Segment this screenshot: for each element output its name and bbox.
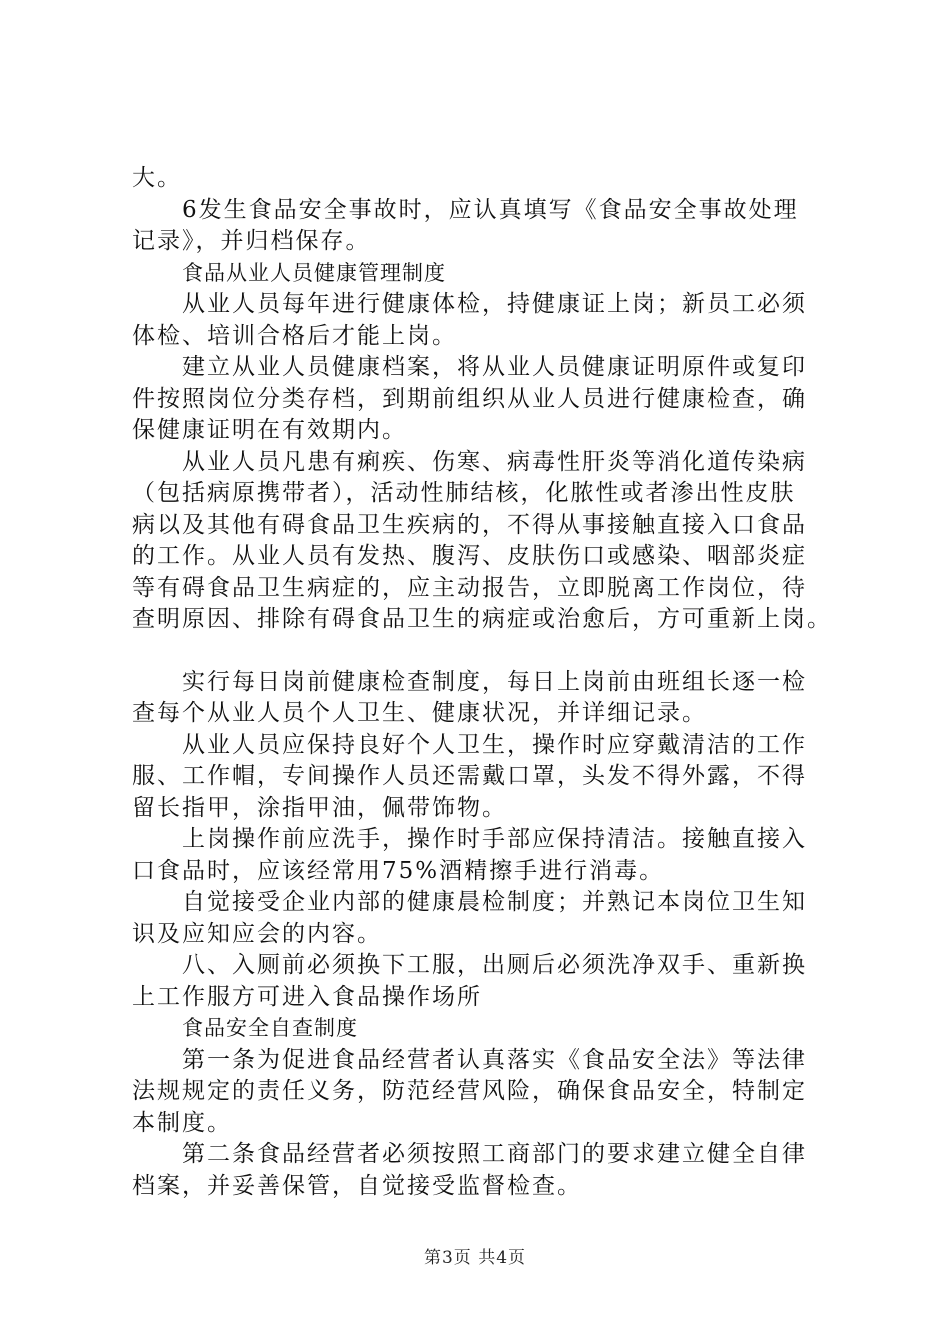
text-line: 自觉接受企业内部的健康晨检制度；并熟记本岗位卫生知 — [182, 889, 807, 915]
text-line: 本制度。 — [132, 1109, 232, 1136]
text-line: 记录》，并归档保存。 — [132, 228, 371, 254]
text-line: 八、入厕前必须换下工服，出厕后必须洗净双手、重新换 — [182, 952, 807, 978]
section-heading: 食品从业人员健康管理制度 — [182, 260, 446, 285]
text-line: 体检、培训合格后才能上岗。 — [132, 322, 457, 349]
text-line: 病以及其他有碍食品卫生疾病的，不得从事接触直接入口食品 — [132, 511, 807, 538]
text-line: 查明原因、排除有碍食品卫生的病症或治愈后，方可重新上岗。 — [132, 606, 832, 632]
text-line: 等有碍食品卫生病症的，应主动报告，立即脱离工作岗位，待 — [132, 574, 807, 601]
paragraph-gap — [132, 636, 850, 667]
section-heading: 食品安全自查制度 — [182, 1016, 358, 1040]
text-line: 留长指甲，涂指甲油，佩带饰物。 — [132, 794, 507, 821]
text-line: （包括病原携带者），活动性肺结核，化脓性或者渗出性皮肤 — [132, 480, 796, 506]
text-line: 6发生食品安全事故时，应认真填写《食品安全事故处理 — [182, 196, 799, 223]
text-line: 的工作。从业人员有发热、腹泻、皮肤伤口或感染、咽部炎症 — [132, 543, 807, 569]
text-line: 第二条食品经营者必须按照工商部门的要求建立健全自律 — [182, 1141, 807, 1167]
text-line: 从业人员每年进行健康体检，持健康证上岗；新员工必须 — [182, 291, 807, 317]
text-line: 查每个从业人员个人卫生、健康状况，并详细记录。 — [132, 700, 707, 726]
text-line: 识及应知应会的内容。 — [132, 920, 382, 947]
text-line: 建立从业人员健康档案，将从业人员健康证明原件或复印 — [182, 354, 807, 380]
text-line: 大。 — [132, 165, 182, 191]
text-line: 第一条为促进食品经营者认真落实《食品安全法》等法律 — [182, 1046, 807, 1073]
text-line: 上岗操作前应洗手，操作时手部应保持清洁。接触直接入 — [182, 826, 807, 852]
text-line: 从业人员凡患有痢疾、伤寒、病毒性肝炎等消化道传染病 — [182, 448, 807, 475]
text-line: 口食品时，应该经常用75%酒精擦手进行消毒。 — [132, 857, 665, 884]
text-line: 档案，并妥善保管，自觉接受监督检查。 — [132, 1172, 582, 1199]
document-body — [132, 163, 850, 1202]
page-footer: 第3页 共4页 — [423, 1248, 527, 1268]
text-line: 实行每日岗前健康检查制度，每日上岗前由班组长逐一检 — [182, 668, 807, 695]
text-line: 上工作服方可进入食品操作场所 — [132, 983, 482, 1010]
text-line: 保健康证明在有效期内。 — [132, 417, 407, 443]
text-line: 服、工作帽，专间操作人员还需戴口罩，头发不得外露，不得 — [132, 763, 807, 789]
text-line: 从业人员应保持良好个人卫生，操作时应穿戴清洁的工作 — [182, 731, 807, 758]
text-line: 件按照岗位分类存档，到期前组织从业人员进行健康检查，确 — [132, 385, 807, 412]
text-line: 法规规定的责任义务，防范经营风险，确保食品安全，特制定 — [132, 1078, 807, 1104]
